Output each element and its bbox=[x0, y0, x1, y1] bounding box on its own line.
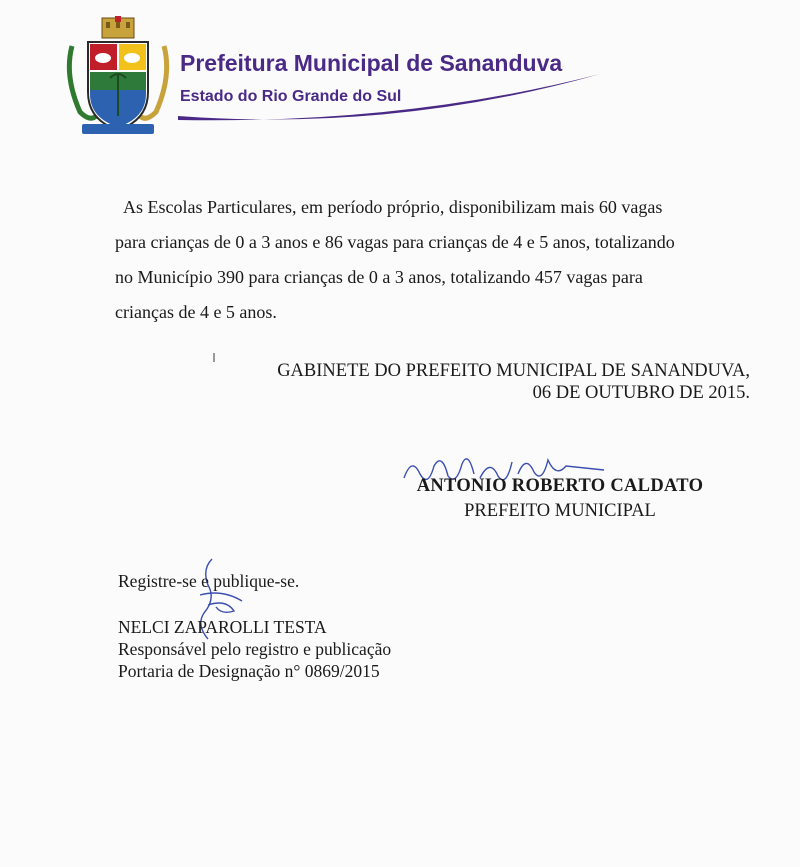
body-paragraph bbox=[115, 190, 755, 330]
closing-date: 06 DE OUTUBRO DE 2015. bbox=[532, 383, 750, 403]
paragraph-line: no Município 390 para crianças de 0 a 3 anos, totalizando 457 vagas para bbox=[115, 267, 643, 287]
paragraph-line: para crianças de 0 a 3 anos e 86 vagas para crianças de 4 e 5 anos, totalizando bbox=[115, 232, 675, 252]
paragraph-line: crianças de 4 e 5 anos. bbox=[115, 302, 277, 322]
paragraph-line: As Escolas Particulares, em período próprio, disponibilizam mais 60 vagas bbox=[123, 197, 663, 217]
registrar-name: NELCI ZAPAROLLI TESTA bbox=[118, 617, 327, 637]
municipal-coat-of-arms bbox=[62, 16, 174, 140]
page-title: Prefeitura Municipal de Sananduva bbox=[180, 50, 563, 76]
registry-block bbox=[118, 570, 391, 682]
registrar-role: Responsável pelo registro e publicação bbox=[118, 639, 392, 659]
closing-office: GABINETE DO PREFEITO MUNICIPAL DE SANANDUVA, bbox=[277, 361, 750, 381]
signatory-name: ANTONIO ROBERTO CALDATO bbox=[416, 476, 704, 496]
closing-block bbox=[277, 360, 750, 404]
signatory-role: PREFEITO MUNICIPAL bbox=[464, 501, 656, 521]
scan-mark bbox=[213, 353, 215, 362]
registrar-ordinance: Portaria de Designação n° 0869/2015 bbox=[118, 661, 380, 681]
signatory-block bbox=[400, 474, 720, 524]
page-subtitle: Estado do Rio Grande do Sul bbox=[180, 88, 402, 105]
registry-instruction: Registre-se e publique-se. bbox=[118, 571, 300, 591]
